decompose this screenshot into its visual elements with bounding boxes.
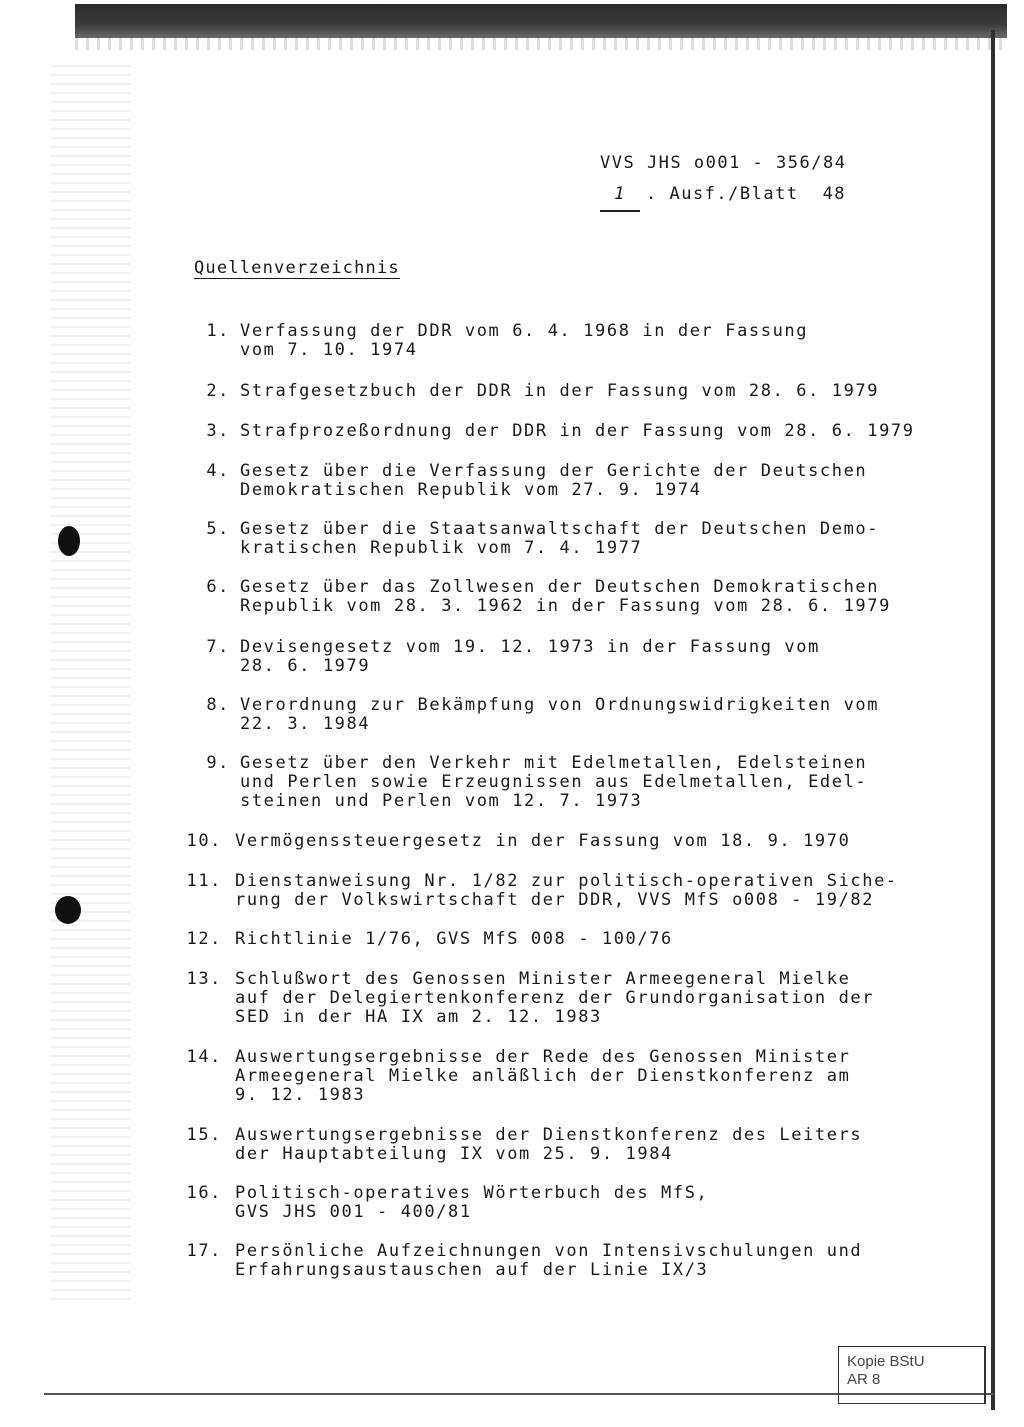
copy-sheet-line	[600, 179, 846, 212]
list-item-number: 6.	[206, 577, 230, 597]
list-item-text	[240, 422, 930, 441]
list-item-line: Verfassung der DDR vom 6. 4. 1968 in der Fassung	[240, 321, 809, 341]
list-item-text	[240, 382, 930, 401]
list-item-line: Schlußwort des Genossen Minister Armeegeneral Mielke	[235, 969, 851, 989]
list-item-line: kratischen Republik vom 7. 4. 1977	[240, 538, 643, 558]
scan-edge-top	[75, 4, 1007, 38]
list-item-text	[235, 1126, 925, 1164]
list-item-line: Erfahrungsaustauschen auf der Linie IX/3	[235, 1260, 709, 1280]
list-item-text	[240, 462, 930, 500]
archive-stamp	[838, 1346, 986, 1404]
stamp-line: AR 8	[847, 1371, 881, 1388]
list-item-line: Republik vom 28. 3. 1962 in der Fassung vom 28. 6. 1979	[240, 596, 891, 616]
list-item-line: Richtlinie 1/76, GVS MfS 008 - 100/76	[235, 929, 673, 949]
list-item-line: auf der Delegiertenkonferenz der Grundorganisation der	[235, 988, 875, 1008]
list-item-line: Strafprozeßordnung der DDR in der Fassung vom 28. 6. 1979	[240, 421, 915, 441]
list-item-text	[235, 832, 925, 851]
list-item-text	[235, 1242, 925, 1280]
list-item-line: steinen und Perlen vom 12. 7. 1973	[240, 791, 643, 811]
list-item-number: 2.	[206, 381, 230, 401]
list-item-line: Devisengesetz vom 19. 12. 1973 in der Fassung vom	[240, 637, 820, 657]
list-item-line: rung der Volkswirtschaft der DDR, VVS MfS o008 - 19/82	[235, 890, 875, 910]
list-item-number: 9.	[206, 753, 230, 773]
list-item-line: Armeegeneral Mielke anläßlich der Dienstkonferenz am	[235, 1066, 851, 1086]
list-item-line: Demokratischen Republik vom 27. 9. 1974	[240, 480, 702, 500]
document-header	[600, 148, 846, 212]
list-item-line: Gesetz über den Verkehr mit Edelmetallen, Edelsteinen	[240, 753, 868, 773]
list-item-text	[235, 970, 925, 1027]
list-item-text	[240, 696, 930, 734]
list-item-number: 11.	[186, 871, 222, 891]
scan-edge-right	[991, 30, 995, 1410]
list-item-number: 13.	[186, 969, 222, 989]
list-item-line: Politisch-operatives Wörterbuch des MfS,	[235, 1183, 709, 1203]
list-item-number: 16.	[186, 1183, 222, 1203]
list-item-line: Gesetz über die Staatsanwaltschaft der Deutschen Demo-	[240, 519, 880, 539]
list-item-line: Auswertungsergebnisse der Rede des Genossen Minister	[235, 1047, 851, 1067]
list-item-number: 12.	[186, 929, 222, 949]
punch-hole-mark	[58, 526, 80, 556]
list-item-number: 10.	[186, 831, 222, 851]
list-item-line: 22. 3. 1984	[240, 714, 371, 734]
page-title: Quellenverzeichnis	[194, 258, 400, 278]
list-item-text	[235, 1184, 925, 1222]
list-item-text	[240, 638, 930, 676]
sheet-number: 48	[822, 184, 847, 204]
copy-number: 1	[600, 179, 640, 212]
list-item-line: vom 7. 10. 1974	[240, 340, 418, 360]
scan-noise-left	[50, 60, 130, 1300]
list-item-line: 9. 12. 1983	[235, 1085, 366, 1105]
copy-suffix: . Ausf./Blatt	[646, 184, 799, 204]
list-item-text	[235, 930, 925, 949]
list-item-number: 7.	[206, 637, 230, 657]
list-item-line: Dienstanweisung Nr. 1/82 zur politisch-operativen Siche-	[235, 871, 898, 891]
list-item-line: der Hauptabteilung IX vom 25. 9. 1984	[235, 1144, 673, 1164]
list-item-number: 8.	[206, 695, 230, 715]
list-item-text	[240, 322, 930, 360]
list-item-line: Gesetz über die Verfassung der Gerichte der Deutschen	[240, 461, 868, 481]
list-item-line: Auswertungsergebnisse der Dienstkonferenz des Leiters	[235, 1125, 863, 1145]
list-item-text	[240, 520, 930, 558]
list-item-text	[240, 754, 930, 811]
stamp-line: Kopie BStU	[847, 1353, 925, 1370]
list-item-line: GVS JHS 001 - 400/81	[235, 1202, 472, 1222]
list-item-line: SED in der HA IX am 2. 12. 1983	[235, 1007, 602, 1027]
list-item-line: 28. 6. 1979	[240, 656, 371, 676]
reference-number: VVS JHS o001 - 356/84	[600, 153, 847, 173]
punch-hole-mark	[55, 896, 81, 924]
list-item-number: 3.	[206, 421, 230, 441]
list-item-number: 17.	[186, 1241, 222, 1261]
list-item-number: 15.	[186, 1125, 222, 1145]
list-item-line: Verordnung zur Bekämpfung von Ordnungswidrigkeiten vom	[240, 695, 880, 715]
list-item-number: 5.	[206, 519, 230, 539]
list-item-number: 14.	[186, 1047, 222, 1067]
list-item-text	[235, 872, 925, 910]
list-item-text	[240, 578, 930, 616]
list-item-text	[235, 1048, 925, 1105]
list-item-number: 4.	[206, 461, 230, 481]
scan-noise-top	[75, 36, 1007, 50]
list-item-line: Vermögenssteuergesetz in der Fassung vom 18. 9. 1970	[235, 831, 851, 851]
list-item-line: und Perlen sowie Erzeugnissen aus Edelmetallen, Edel-	[240, 772, 868, 792]
list-item-number: 1.	[206, 321, 230, 341]
list-item-line: Persönliche Aufzeichnungen von Intensivschulungen und	[235, 1241, 863, 1261]
list-item-line: Strafgesetzbuch der DDR in der Fassung vom 28. 6. 1979	[240, 381, 880, 401]
list-item-line: Gesetz über das Zollwesen der Deutschen Demokratischen	[240, 577, 880, 597]
